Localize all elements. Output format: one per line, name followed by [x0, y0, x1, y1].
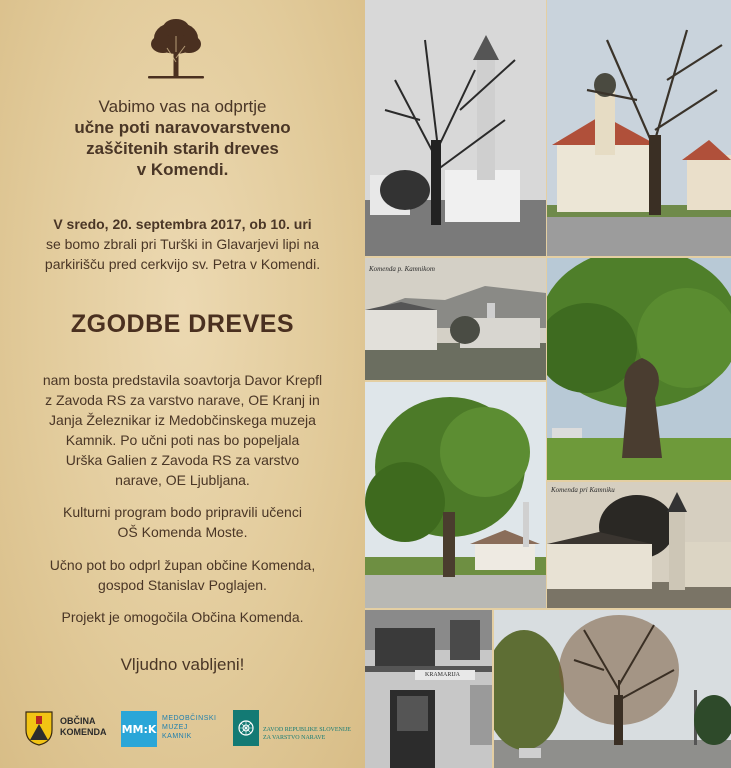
culture-line: OŠ Komenda Moste.	[117, 524, 248, 540]
culture-text	[0, 502, 365, 542]
photo-postcard-kamnik	[547, 482, 731, 608]
muzej-logo: MM:K	[121, 711, 157, 747]
invitation-line: v Komendi.	[136, 160, 229, 179]
postcard-caption: Komenda pri Kamniku	[551, 486, 615, 494]
event-place-line: se bomo zbrali pri Turški in Glavarjevi lipi na	[45, 236, 320, 252]
invitation-line: učne poti naravovarstveno	[74, 118, 291, 137]
culture-line: Kulturni program bodo pripravili učenci	[63, 504, 302, 520]
presenters-line: Janja Železnikar iz Medobčinskega muzeja	[49, 412, 316, 428]
funding-text	[0, 607, 365, 627]
opening-line: Učno pot bo odprl župan občine Komenda,	[49, 557, 316, 573]
event-place-line: parkirišču pred cerkvijo sv. Petra v Komendi.	[44, 256, 321, 272]
photo-postcard-komenda	[365, 258, 546, 380]
photo-large-linden-green	[547, 258, 731, 480]
invitation-line: zaščitenih starih dreves	[86, 139, 279, 158]
opening-text	[0, 555, 365, 595]
komenda-coat-of-arms-icon	[24, 710, 54, 746]
muzej-line: MUZEJ	[162, 724, 188, 731]
presenters-line: narave, OE Ljubljana.	[115, 472, 250, 488]
presenters-line: z Zavoda RS za varstvo narave, OE Kranj in	[45, 392, 320, 408]
zavod-line: ZA VARSTVO NARAVE	[263, 735, 326, 741]
shop-sign: KRAMARIJA	[425, 672, 461, 678]
zavod-logo-icon	[233, 710, 259, 746]
photo-linden-street	[494, 610, 731, 768]
presenters-line: nam bosta predstavila soavtorja Davor Krepfl	[42, 372, 323, 388]
muzej-line: KAMNIK	[162, 733, 192, 740]
muzej-line: MEDOBČINSKI	[162, 715, 217, 722]
headline: ZGODBE DREVES	[70, 310, 295, 338]
presenters-line: Kamnik. Po učni poti nas bo popeljala	[65, 432, 300, 448]
event-date-time: V sredo, 20. septembra 2017, ob 10. uri	[53, 216, 312, 232]
zavod-label	[263, 726, 351, 742]
tree-icon	[145, 18, 207, 82]
photo-linden-roadside	[365, 382, 546, 608]
opening-line: gospod Stanislav Poglajen.	[98, 577, 267, 593]
muzej-label	[162, 714, 217, 741]
funding-line: Projekt je omogočila Občina Komenda.	[61, 609, 304, 625]
presenters-text	[0, 370, 365, 490]
invitation-panel	[0, 0, 365, 768]
closing-text: Vljudno vabljeni!	[120, 655, 245, 674]
obcina-line: OBČINA	[60, 716, 96, 726]
invitation-line: Vabimo vas na odprtje	[98, 97, 267, 116]
presenters-line: Urška Galien z Zavoda RS za varstvo	[65, 452, 300, 468]
photo-collage	[365, 0, 731, 768]
sponsor-logos	[0, 705, 365, 755]
photo-kramarija-facade	[365, 610, 492, 768]
zavod-line: ZAVOD REPUBLIKE SLOVENIJE	[263, 727, 351, 733]
obcina-line: KOMENDA	[60, 727, 107, 737]
obcina-komenda-label	[60, 716, 107, 738]
postcard-caption: Komenda p. Kamnikom	[369, 265, 435, 273]
event-details	[0, 214, 365, 274]
photo-old-linden-bw	[365, 0, 546, 256]
invitation-text	[0, 96, 365, 180]
photo-linden-church-color	[547, 0, 731, 256]
